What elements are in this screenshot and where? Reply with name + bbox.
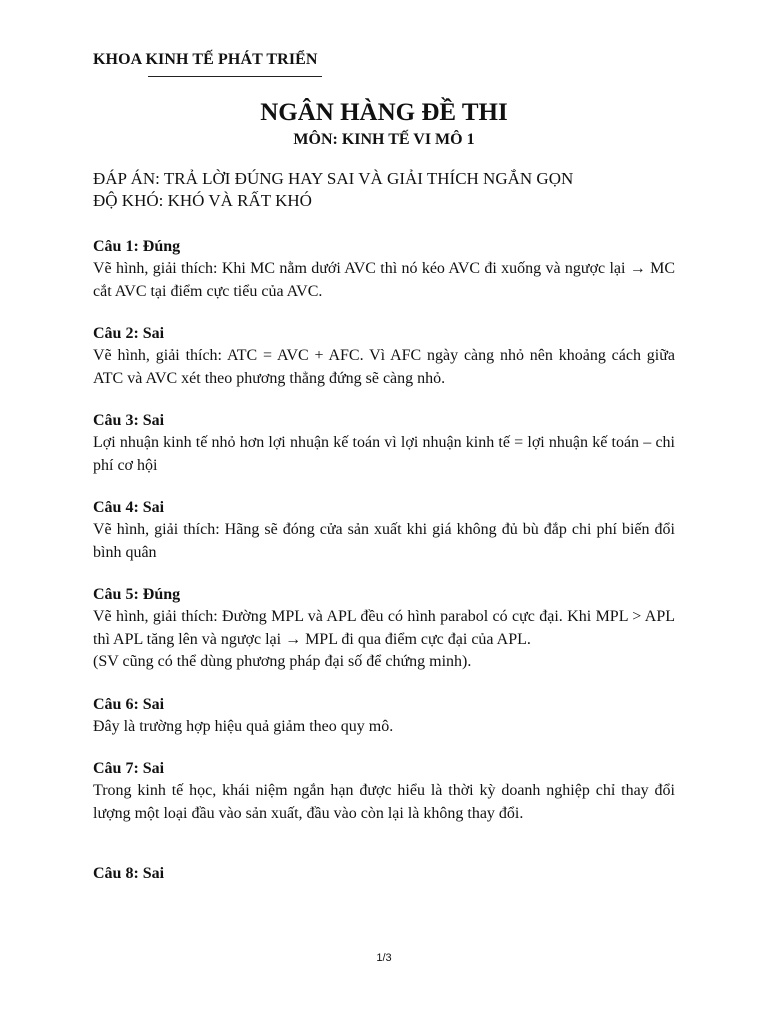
question-heading: Câu 6: Sai [93, 695, 165, 713]
question-item [93, 323, 675, 390]
question-heading: Câu 8: Sai [93, 865, 165, 882]
question-heading: Câu 7: Sai [93, 760, 165, 777]
question-answer: Vẽ hình, giải thích: ATC = AVC + AFC. Vì AFC ngày càng nhỏ nên khoảng cách giữa ATC và AVC xét theo phương thẳng đứng sẽ càng nhỏ. [93, 347, 675, 387]
question-answer: Vẽ hình, giải thích: Đường MPL và APL đều có hình parabol có cực đại. Khi MPL > APL thì APL tăng lên và ngược lại → MPL đi qua điểm cực đại của APL. [93, 608, 675, 648]
subject-subtitle: MÔN: KINH TẾ VI MÔ 1 [293, 131, 475, 148]
page-title: NGÂN HÀNG ĐỀ THI [260, 99, 508, 126]
questions-list [93, 236, 675, 905]
question-answer: Đây là trường hợp hiệu quả giảm theo quy mô. [93, 717, 394, 735]
question-item [93, 758, 675, 825]
question-heading: Câu 1: Đúng [93, 238, 181, 255]
answer-type-line: ĐÁP ÁN: TRẢ LỜI ĐÚNG HAY SAI VÀ GIẢI THÍCH NGẮN GỌN [93, 169, 574, 188]
question-item [93, 410, 675, 477]
question-answer: Trong kinh tế học, khái niệm ngắn hạn được hiểu là thời kỳ doanh nghiệp chỉ thay đổi lượng một loại đầu vào sản xuất, đầu vào còn lại là không thay đổi. [93, 782, 675, 822]
question-heading: Câu 2: Sai [93, 325, 165, 342]
question-heading: Câu 4: Sai [93, 499, 165, 516]
department-name: KHOA KINH TẾ PHÁT TRIỂN [93, 51, 318, 68]
question-item [93, 584, 675, 674]
difficulty-line: ĐỘ KHÓ: KHÓ VÀ RẤT KHÓ [93, 191, 312, 210]
question-item [93, 497, 675, 564]
question-answer: Vẽ hình, giải thích: Khi MC nằm dưới AVC thì nó kéo AVC đi xuống và ngược lại → MC cắt AVC tại điểm cực tiểu của AVC. [93, 260, 675, 300]
department-underline [148, 76, 322, 77]
question-item [93, 694, 675, 739]
question-answer: Vẽ hình, giải thích: Hãng sẽ đóng cửa sản xuất khi giá không đủ bù đắp chi phí biến đổi bình quân [93, 521, 675, 561]
question-heading: Câu 5: Đúng [93, 586, 181, 603]
question-item [93, 236, 675, 303]
question-heading: Câu 3: Sai [93, 412, 165, 429]
page-number: 1/3 [376, 952, 392, 964]
question-item [93, 863, 675, 885]
question-answer-note: (SV cũng có thể dùng phương pháp đại số để chứng minh). [93, 653, 472, 670]
question-answer: Lợi nhuận kinh tế nhỏ hơn lợi nhuận kế toán vì lợi nhuận kinh tế = lợi nhuận kế toán – chi phí cơ hội [93, 434, 675, 474]
